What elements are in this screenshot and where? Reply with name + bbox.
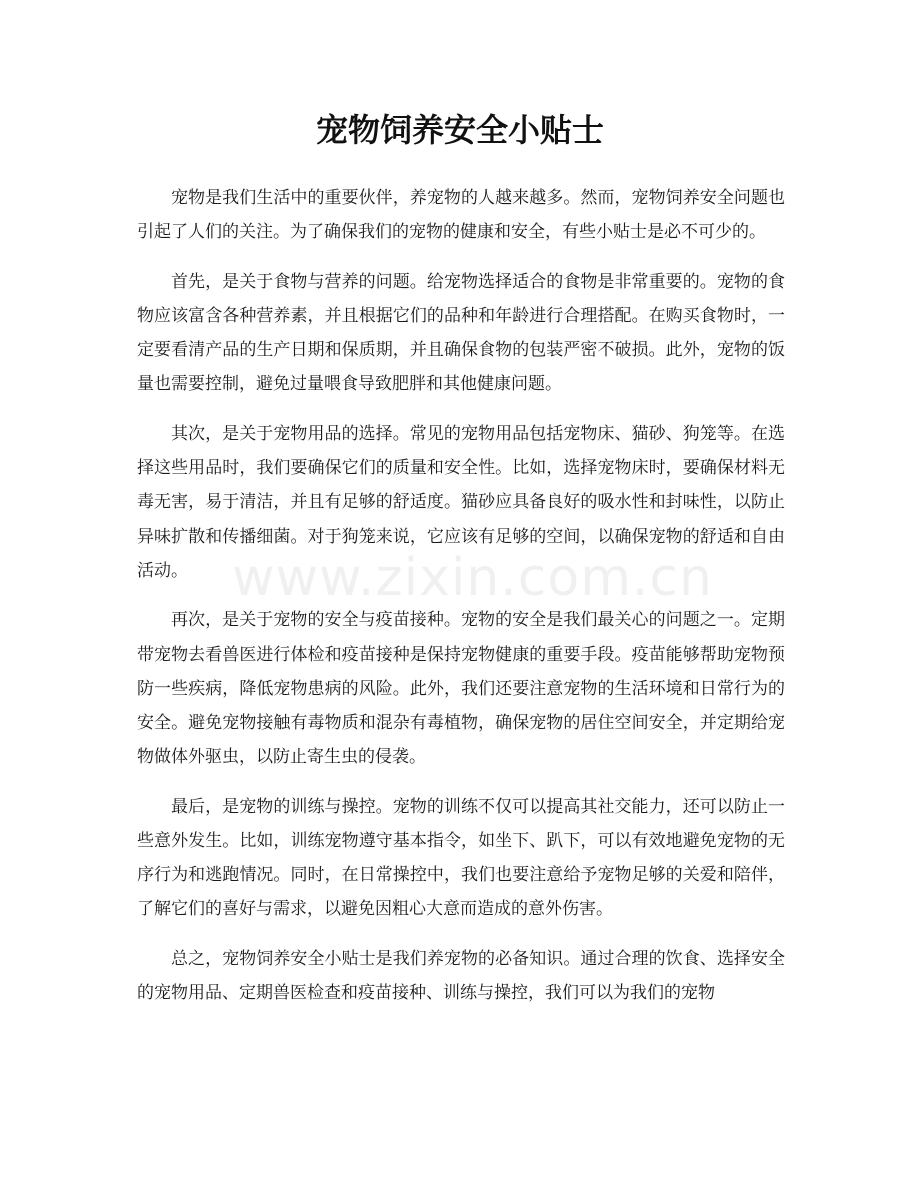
paragraph-training: 最后，是宠物的训练与操控。宠物的训练不仅可以提高其社交能力，还可以防止一些意外发生。比如，训练宠物遵守基本指令，如坐下、趴下，可以有效地避免宠物的无序行为和逃跑情况。同时，在日常操控中，我们也要注意给予宠物足够的关爱和陪伴，了解它们的喜好与需求，以避免因粗心大意而造成的意外伤害。 [137, 796, 785, 920]
document-body [137, 181, 785, 1026]
paragraph-supplies: 其次，是关于宠物用品的选择。常见的宠物用品包括宠物床、猫砂、狗笼等。在选择这些用品时，我们要确保它们的质量和安全性。比如，选择宠物床时，要确保材料无毒无害，易于清洁，并且有足够的舒适度。猫砂应具备良好的吸水性和封味性，以防止异味扩散和传播细菌。对于狗笼来说，它应该有足够的空间，以确保宠物的舒适和自由活动。 [137, 424, 785, 581]
watermark: www.zixin.com.cn [232, 548, 713, 608]
paragraph-food: 首先，是关于食物与营养的问题。给宠物选择适合的食物是非常重要的。宠物的食物应该富含各种营养素，并且根据它们的品种和年龄进行合理搭配。在购买食物时，一定要看清产品的生产日期和保质期，并且确保食物的包装严密不破损。此外，宠物的饭量也需要控制，避免过量喂食导致肥胖和其他健康问题。 [137, 271, 785, 395]
paragraph-safety-vaccine: 再次，是关于宠物的安全与疫苗接种。宠物的安全是我们最关心的问题之一。定期带宠物去看兽医进行体检和疫苗接种是保持宠物健康的重要手段。疫苗能够帮助宠物预防一些疾病，降低宠物患病的风险。此外，我们还要注意宠物的生活环境和日常行为的安全。避免宠物接触有毒物质和混杂有毒植物，确保宠物的居住空间安全，并定期给宠物做体外驱虫，以防止寄生虫的侵袭。 [137, 610, 785, 768]
paragraph-intro: 宠物是我们生活中的重要伙伴，养宠物的人越来越多。然而，宠物饲养安全问题也引起了人们的关注。为了确保我们的宠物的健康和安全，有些小贴士是必不可少的。 [137, 188, 785, 243]
paragraph-summary: 总之，宠物饲养安全小贴士是我们养宠物的必备知识。通过合理的饮食、选择安全的宠物用品、定期兽医检查和疫苗接种、训练与操控，我们可以为我们的宠物 [137, 949, 785, 1004]
document-title: 宠物饲养安全小贴士 [315, 111, 604, 149]
